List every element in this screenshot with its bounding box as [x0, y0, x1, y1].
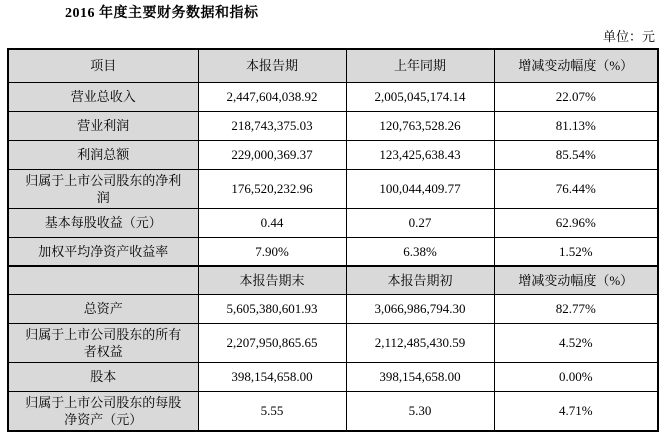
value-cell: 2,112,485,430.59: [346, 323, 494, 362]
value-cell: 1.52%: [494, 237, 658, 266]
header-row: [8, 49, 658, 82]
value-cell: 5.30: [346, 391, 494, 431]
value-cell: 100,044,409.77: [346, 169, 494, 208]
value-cell: 0.44: [198, 208, 346, 237]
row-label-cell: 股本: [8, 362, 198, 391]
table-row: [8, 391, 658, 431]
value-cell: 2,447,604,038.92: [198, 82, 346, 111]
value-cell: 5,605,380,601.93: [198, 294, 346, 323]
table-section-2: [8, 266, 658, 431]
row-label-cell: 营业利润: [8, 111, 198, 140]
value-cell: 218,743,375.03: [198, 111, 346, 140]
value-cell: 22.07%: [494, 82, 658, 111]
value-cell: 81.13%: [494, 111, 658, 140]
table-row: [8, 362, 658, 391]
value-cell: 398,154,658.00: [198, 362, 346, 391]
value-cell: 82.77%: [494, 294, 658, 323]
row-label-cell: 加权平均净资产收益率: [8, 237, 198, 266]
column-header: 增减变动幅度（%）: [494, 266, 658, 294]
column-header: 本报告期: [198, 49, 346, 82]
table-row: [8, 82, 658, 111]
financial-indicators-table: [7, 48, 659, 432]
column-header: 本报告期末: [198, 266, 346, 294]
column-header: 上年同期: [346, 49, 494, 82]
column-header: [8, 266, 198, 294]
table-row: [8, 323, 658, 362]
value-cell: 120,763,528.26: [346, 111, 494, 140]
page-title: 2016 年度主要财务数据和指标: [65, 6, 259, 21]
table-row: [8, 208, 658, 237]
column-header: 增减变动幅度（%）: [494, 49, 658, 82]
value-cell: 6.38%: [346, 237, 494, 266]
value-cell: 76.44%: [494, 169, 658, 208]
table-row: [8, 140, 658, 169]
table-section-1: [8, 49, 658, 266]
table-row: [8, 111, 658, 140]
value-cell: 62.96%: [494, 208, 658, 237]
value-cell: 0.00%: [494, 362, 658, 391]
row-label-cell: 基本每股收益（元）: [8, 208, 198, 237]
value-cell: 2,005,045,174.14: [346, 82, 494, 111]
header-row: [8, 266, 658, 294]
value-cell: 4.71%: [494, 391, 658, 431]
value-cell: 176,520,232.96: [198, 169, 346, 208]
row-label-cell: 归属于上市公司股东的每股净资产（元）: [8, 391, 198, 431]
value-cell: 5.55: [198, 391, 346, 431]
unit-label: 单位：元: [602, 29, 655, 44]
row-label-cell: 利润总额: [8, 140, 198, 169]
row-label-cell: 归属于上市公司股东的净利润: [8, 169, 198, 208]
value-cell: 0.27: [346, 208, 494, 237]
value-cell: 229,000,369.37: [198, 140, 346, 169]
table-row: [8, 237, 658, 266]
column-header: 项目: [8, 49, 198, 82]
row-label-cell: 总资产: [8, 294, 198, 323]
report-page: [7, 5, 657, 432]
value-cell: 123,425,638.43: [346, 140, 494, 169]
column-header: 本报告期初: [346, 266, 494, 294]
table-row: [8, 169, 658, 208]
value-cell: 2,207,950,865.65: [198, 323, 346, 362]
value-cell: 3,066,986,794.30: [346, 294, 494, 323]
value-cell: 398,154,658.00: [346, 362, 494, 391]
row-label-cell: 归属于上市公司股东的所有者权益: [8, 323, 198, 362]
table-row: [8, 294, 658, 323]
value-cell: 85.54%: [494, 140, 658, 169]
value-cell: 7.90%: [198, 237, 346, 266]
value-cell: 4.52%: [494, 323, 658, 362]
row-label-cell: 营业总收入: [8, 82, 198, 111]
